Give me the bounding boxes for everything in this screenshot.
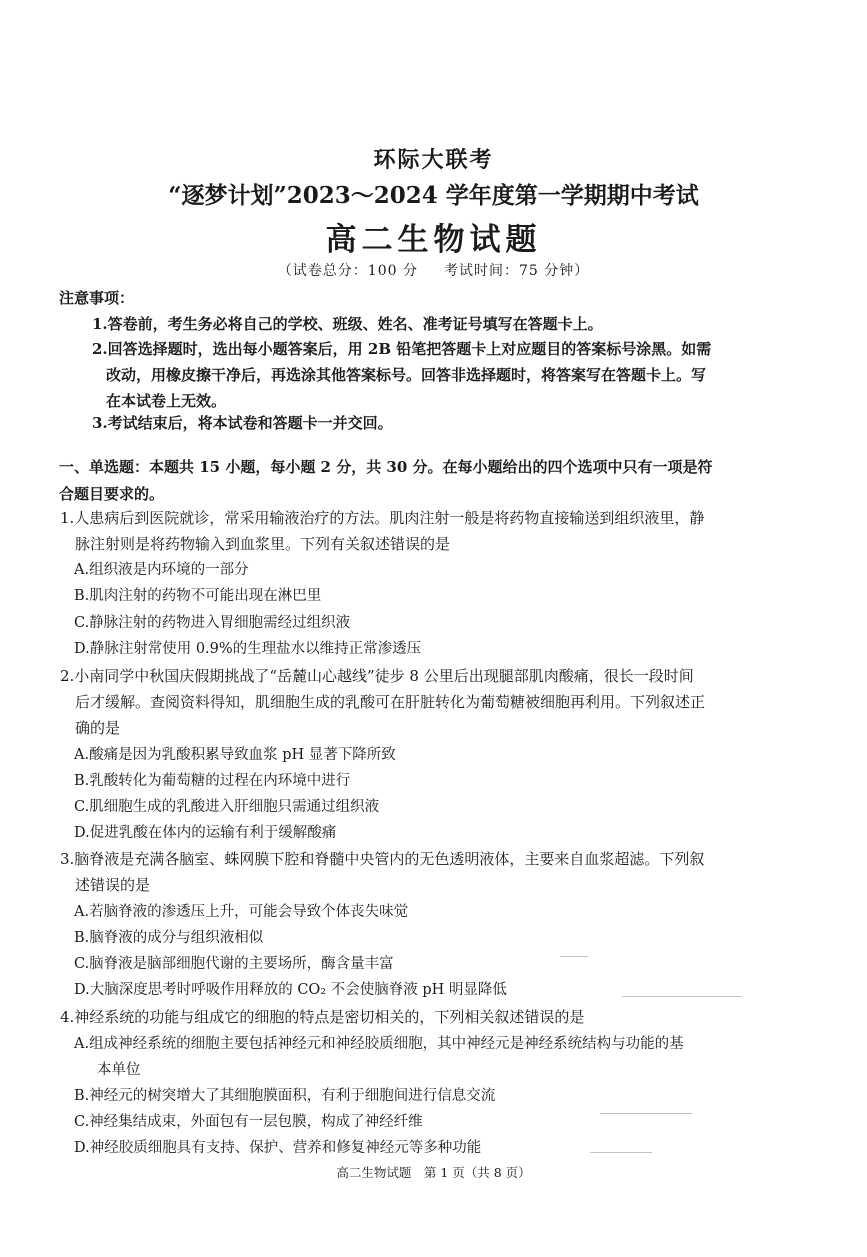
question-3 <box>60 846 808 898</box>
question-2-option-d: D.促进乳酸在体内的运输有利于缓解酸痛 <box>74 825 337 841</box>
question-3-stem-line2: 述错误的是 <box>75 876 151 894</box>
scan-artifact-line <box>622 996 742 997</box>
question-2 <box>60 663 808 741</box>
question-3-option-d: D.大脑深度思考时呼吸作用释放的 CO₂ 不会使脑脊液 pH 明显降低 <box>74 982 507 998</box>
question-4-option-c: C.神经集结成束，外面包有一层包膜，构成了神经纤维 <box>74 1114 423 1130</box>
question-2-option-c: C.肌细胞生成的乳酸进入肝细胞只需通过组织液 <box>74 799 380 815</box>
notice-item-1: 1.答卷前，考生务必将自己的学校、班级、姓名、准考证号填写在答题卡上。 <box>92 315 603 333</box>
scan-artifact-line <box>560 956 588 957</box>
question-4-option-d: D.神经胶质细胞具有支持、保护、营养和修复神经元等多种功能 <box>74 1140 482 1156</box>
question-1-stem-line2: 脉注射则是将药物输入到血浆里。下列有关叙述错误的是 <box>75 535 451 553</box>
notice-item-2 <box>92 336 816 414</box>
question-3-option-a: A.若脑脊液的渗透压上升，可能会导致个体丧失味觉 <box>74 904 409 920</box>
question-2-option-b: B.乳酸转化为葡萄糖的过程在内环境中进行 <box>74 773 351 789</box>
question-2-stem-line2: 后才缓解。查阅资料得知，肌细胞生成的乳酸可在肝脏转化为葡萄糖被细胞再利用。下列叙述正 <box>75 693 706 711</box>
exam-meta <box>0 260 867 280</box>
question-3-stem-line1: 3.脑脊液是充满各脑室、蛛网膜下腔和脊髓中央管内的无色透明液体，主要来自血浆超滤。下列叙 <box>60 850 705 868</box>
exam-duration: 考试时间：75 分钟） <box>443 263 590 279</box>
question-1 <box>60 505 808 557</box>
paper-title: 高二生物试题 <box>325 222 542 258</box>
question-4-option-a-cont: 本单位 <box>97 1062 141 1078</box>
question-2-stem-line3: 确的是 <box>75 719 121 737</box>
section-heading-line1: 一、单选题：本题共 15 小题，每小题 2 分，共 30 分。在每小题给出的四个选项中只有一项是符 <box>59 458 713 476</box>
question-1-option-a: A.组织液是内环境的一部分 <box>74 562 249 578</box>
notice-item-2-line1: 2.回答选择题时，选出每小题答案后，用 2B 铅笔把答题卡上对应题目的答案标号涂黑。如需 <box>92 340 712 358</box>
total-score: （试卷总分：100 分 <box>277 263 418 279</box>
question-2-option-a: A.酸痛是因为乳酸积累导致血浆 pH 显著下降所致 <box>74 747 396 763</box>
question-1-option-c: C.静脉注射的药物进入胃细胞需经过组织液 <box>74 615 351 631</box>
question-4-option-a: A.组成神经系统的细胞主要包括神经元和神经胶质细胞，其中神经元是神经系统结构与功能的基 <box>74 1036 684 1052</box>
notice-item-3: 3.考试结束后，将本试卷和答题卡一并交回。 <box>92 414 393 432</box>
question-2-stem-line1: 2.小南同学中秋国庆假期挑战了“岳麓山心越线”徒步 8 公里后出现腿部肌肉酸痛，很长一段时间 <box>60 667 694 685</box>
question-1-stem-line1: 1.人患病后到医院就诊，常采用输液治疗的方法。肌肉注射一般是将药物直接输送到组织液里，静 <box>60 509 705 527</box>
page-footer: 高二生物试题 第 1 页（共 8 页） <box>336 1165 531 1180</box>
scan-artifact-line <box>590 1152 652 1153</box>
section-heading <box>59 454 807 508</box>
question-3-option-b: B.脑脊液的成分与组织液相似 <box>74 930 264 946</box>
notice-heading: 注意事项： <box>59 289 135 307</box>
notice-item-2-line3: 在本试卷上无效。 <box>106 392 227 410</box>
question-4-option-b: B.神经元的树突增大了其细胞膜面积，有利于细胞间进行信息交流 <box>74 1088 496 1104</box>
question-1-option-d: D.静脉注射常使用 0.9%的生理盐水以维持正常渗透压 <box>74 641 422 657</box>
scan-artifact-line <box>600 1113 692 1114</box>
question-4-stem-line1: 4.神经系统的功能与组成它的细胞的特点是密切相关的，下列相关叙述错误的是 <box>60 1008 585 1026</box>
question-4 <box>60 1004 808 1030</box>
question-1-option-b: B.肌肉注射的药物不可能出现在淋巴里 <box>74 588 322 604</box>
section-heading-line2: 合题目要求的。 <box>59 485 165 503</box>
notice-item-2-line2: 改动，用橡皮擦干净后，再选涂其他答案标号。回答非选择题时，将答案写在答题卡上。写 <box>106 366 707 384</box>
exam-union-name: 环际大联考 <box>373 147 494 173</box>
exam-series-title: “逐梦计划”2023～2024 学年度第一学期期中考试 <box>168 182 699 209</box>
question-3-option-c: C.脑脊液是脑部细胞代谢的主要场所，酶含量丰富 <box>74 956 394 972</box>
